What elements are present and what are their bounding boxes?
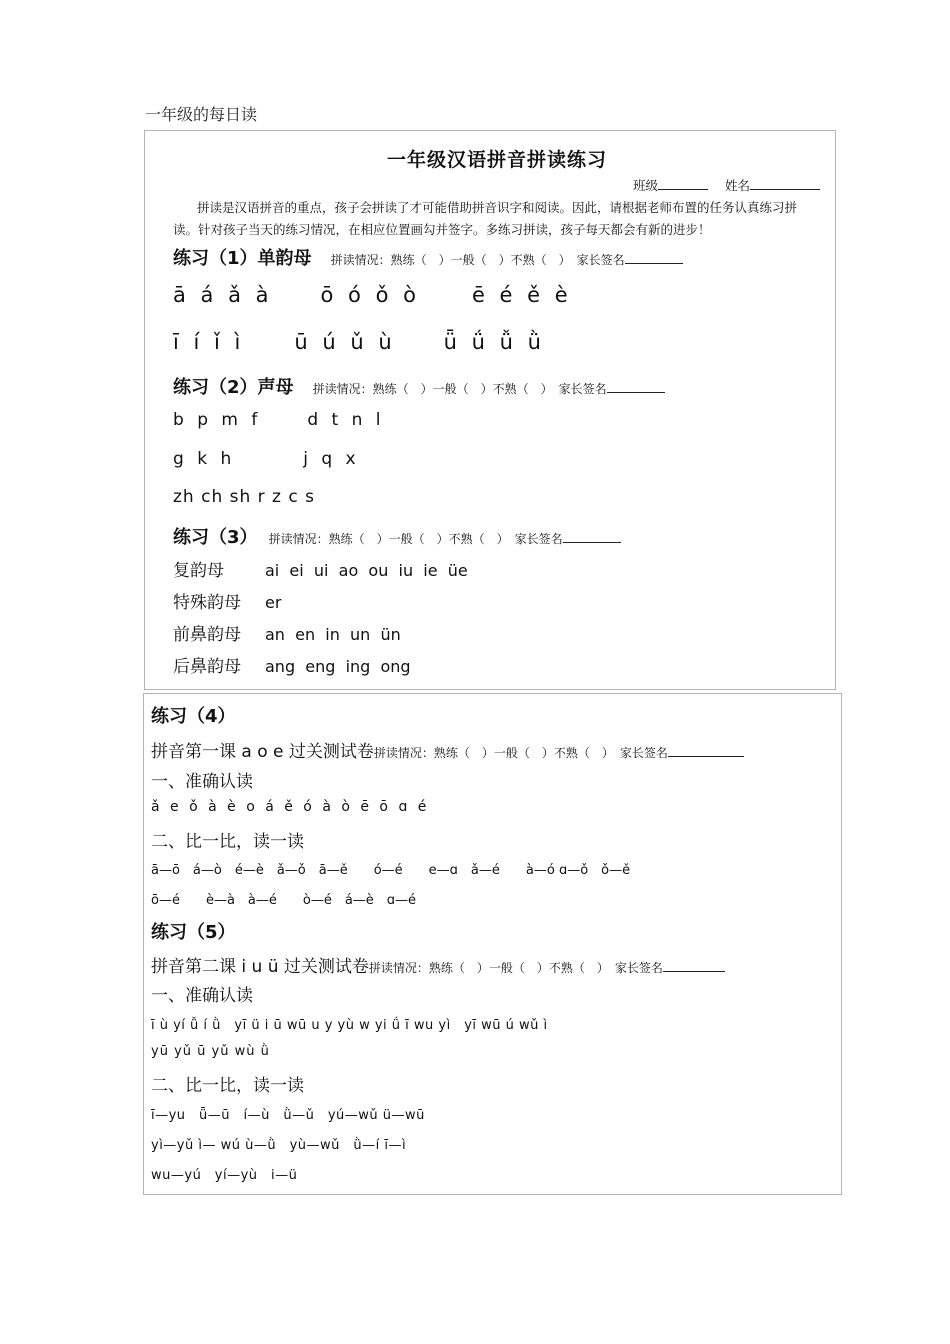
exercise-4-part-1-title: 一、准确认读	[151, 772, 253, 792]
exercise-2-heading: 练习（2）声母	[173, 377, 294, 398]
exercise-4-status: 拼读情况：熟练（ ）一般（ ）不熟（ ） 家长签名	[373, 746, 668, 760]
exercise-2-sign-blank[interactable]	[607, 380, 665, 393]
exercise-5-part-1-line-2: yū yǔ ū yǔ wù ǜ	[151, 1044, 270, 1059]
finals-items: ai ei ui ao ou iu ie üe	[265, 561, 468, 580]
class-field	[633, 176, 708, 194]
class-blank[interactable]	[658, 177, 708, 190]
exercise-5-part-2-line-1: ī—yu ǖ—ū í—ù ǜ—ǔ yú—wǔ ü—wū	[151, 1108, 425, 1123]
exercise-3-header	[173, 523, 621, 549]
exercise-5-part-1-title: 一、准确认读	[151, 986, 253, 1006]
finals-label: 前鼻韵母	[173, 625, 241, 645]
vowel-group-u: ū ú ǔ ù	[294, 330, 396, 354]
exercise-5-part-2-line-2: yì—yǔ ì— wú ù—ǜ yù—wǔ ǜ—í ī—ì	[151, 1138, 407, 1153]
finals-label: 特殊韵母	[173, 593, 241, 613]
finals-row-front-nasal	[173, 620, 401, 645]
exercise-5-status: 拼读情况：熟练（ ）一般（ ）不熟（ ） 家长签名	[368, 961, 663, 975]
vowel-group-i: ī í ǐ ì	[173, 330, 245, 354]
initials-dtnl: d t n l	[307, 410, 385, 430]
finals-label: 后鼻韵母	[173, 657, 241, 677]
vowel-group-o: ō ó ǒ ò	[320, 283, 420, 307]
exercise-4-lesson-line	[151, 737, 744, 762]
exercise-3-sign-blank[interactable]	[563, 530, 621, 543]
vowel-group-e: ē é ě è	[471, 283, 572, 307]
exercise-5-heading: 练习（5）	[151, 922, 236, 943]
exercise-4-part-2-line-2: ō—é è—à à—é ò—é á—è ɑ—é	[151, 893, 417, 908]
exercise-4-heading: 练习（4）	[151, 706, 236, 727]
worksheet-part-2	[143, 693, 842, 1195]
initials-gkh: g k h	[173, 449, 236, 469]
exercise-5-sign-blank[interactable]	[663, 959, 725, 972]
exercise-3-heading: 练习（3）	[173, 527, 258, 548]
finals-row-special	[173, 588, 281, 613]
intro-line-2: 读。针对孩子当天的练习情况，在相应位置画勾并签字。多练习拼读，孩子每天都会有新的进步！	[173, 222, 711, 237]
finals-items: an en in un ün	[265, 625, 401, 644]
exercise-5-part-2-line-3: wu—yú yí—yù i—ü	[151, 1168, 298, 1183]
exercise-1-row-1	[173, 283, 572, 307]
exercise-5-part-1-line-1: ī ù yí ǚ í ǜ yī ü i ū wū u y yù w yi ǘ ī wu yì yī wū ú wǔ ì	[151, 1018, 548, 1033]
exercise-4-part-2-title: 二、比一比，读一读	[151, 832, 304, 852]
worksheet-part-1	[144, 130, 836, 690]
initials-jqx: j q x	[303, 449, 360, 469]
exercise-2-row-3: zh ch sh r z c s	[173, 487, 315, 507]
initials-bpmf: b p m f	[173, 410, 262, 430]
finals-row-compound	[173, 556, 468, 581]
name-blank[interactable]	[750, 177, 820, 190]
vowel-group-a: ā á ǎ à	[173, 283, 273, 307]
class-label: 班级	[633, 178, 659, 193]
exercise-1-header	[173, 244, 683, 270]
exercise-3-status: 拼读情况：熟练（ ）一般（ ）不熟（ ） 家长签名	[268, 532, 563, 546]
exercise-4-lesson: 拼音第一课 a o e 过关测试卷	[151, 742, 374, 762]
finals-items: ang eng ing ong	[265, 657, 411, 676]
document-caption: 一年级的每日读	[145, 105, 258, 124]
exercise-1-status: 拼读情况：熟练（ ）一般（ ）不熟（ ） 家长签名	[330, 253, 625, 267]
intro-line-1: 拼读是汉语拼音的重点，孩子会拼读了才可能借助拼音识字和阅读。因此，请根据老师布置的任务认真练习拼	[197, 200, 798, 215]
exercise-4-part-2-line-1: ā—ō á—ò é—è ǎ—ǒ ā—ě ó—é e—ɑ ǎ—é à—ó ɑ—ǒ ǒ—ě	[151, 863, 631, 878]
exercise-5-lesson-line	[151, 952, 725, 977]
exercise-5-part-2-title: 二、比一比，读一读	[151, 1076, 304, 1096]
finals-label: 复韵母	[173, 561, 224, 581]
finals-row-back-nasal	[173, 652, 411, 677]
exercise-4-sign-blank[interactable]	[668, 744, 744, 757]
exercise-5-lesson: 拼音第二课 i u ü 过关测试卷	[151, 957, 369, 977]
exercise-1-row-2	[173, 330, 545, 354]
worksheet-title: 一年级汉语拼音拼读练习	[387, 149, 608, 171]
name-label: 姓名	[725, 178, 751, 193]
exercise-1-sign-blank[interactable]	[625, 251, 683, 264]
finals-items: er	[265, 593, 282, 612]
exercise-2-row-2	[173, 449, 360, 469]
exercise-2-header	[173, 373, 665, 399]
vowel-group-v: ǖ ǘ ǚ ǜ	[443, 330, 545, 354]
name-field	[725, 176, 820, 194]
exercise-2-row-1	[173, 410, 385, 430]
exercise-1-heading: 练习（1）单韵母	[173, 248, 312, 269]
exercise-2-status: 拼读情况：熟练（ ）一般（ ）不熟（ ） 家长签名	[312, 382, 607, 396]
exercise-4-part-1-line: ǎ e ǒ à è o á ě ó à ò ē ō ɑ é	[151, 799, 430, 815]
